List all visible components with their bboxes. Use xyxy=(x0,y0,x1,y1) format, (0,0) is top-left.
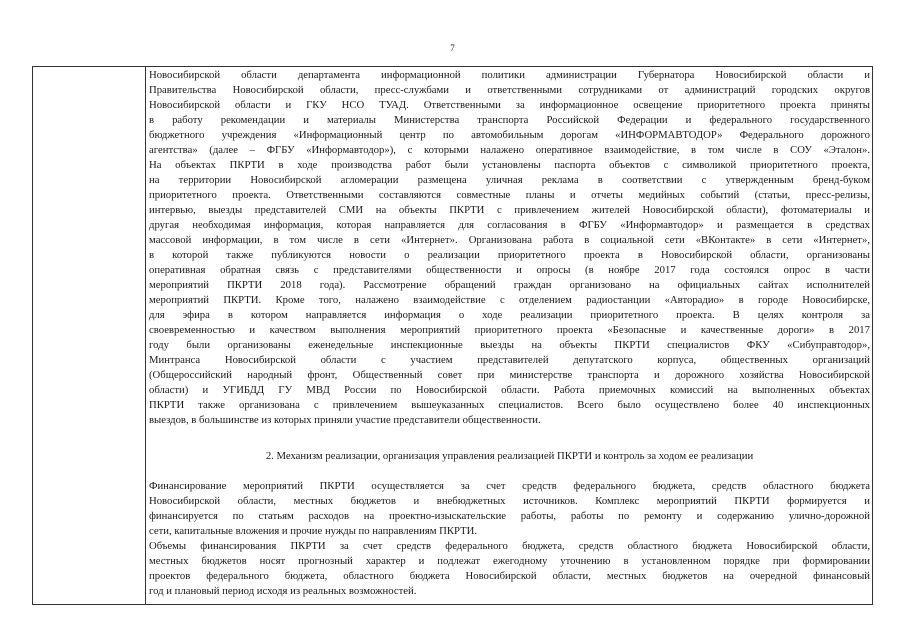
text-line: местных бюджетов носят прогнозный характер и подлежат ежегодному уточнению в установленном порядке при формировании xyxy=(149,555,870,567)
text-line: массовой информации, в том числе в сети «Интернет». Организована работа в социальной сети «ВКонтакте» в сети «Интернет», xyxy=(149,234,870,246)
text-line: Финансирование мероприятий ПКРТИ осуществляется за счет средств федерального бюджета, средств областного бюджета xyxy=(149,480,870,492)
text-line: оперативная обратная связь с представителями общественности и опросы (в ноябре 2017 года состоялся опрос в части xyxy=(149,264,870,276)
text-line: в которой также публикуются новости о реализации приоритетного проекта в Новосибирской области, организованы xyxy=(149,249,870,261)
text-line: году были организованы еженедельные инспекционные выезды на объекты ПКРТИ специалистов ФКУ «Сибуправтодор», xyxy=(149,339,870,351)
text-line: интервью, выезды представителей СМИ на объекты ПКРТИ с привлечением жителей Новосибирской области), фотоматериалы и xyxy=(149,204,870,216)
text-line: На объектах ПКРТИ в ходе производства работ были установлены паспорта объектов с символикой приоритетного проекта, xyxy=(149,159,870,171)
text-line: Минтранса Новосибирской области с участием представителей депутатского корпуса, общественных организаций xyxy=(149,354,870,366)
text-line: Новосибирской области, местных бюджетов и внебюджетных источников. Комплекс мероприятий ПКРТИ формируется и xyxy=(149,495,870,507)
table-content-cell xyxy=(146,67,872,604)
text-line: Новосибирской области департамента информационной политики администрации Губернатора Новосибирской области и xyxy=(149,69,870,81)
text-line: (Общероссийский народный фронт, Общественный совет при министерстве транспорта и дорожного хозяйства Новосибирской xyxy=(149,369,870,381)
page-number: 7 xyxy=(450,43,455,53)
text-line: своевременностью и качеством выполнения мероприятий приоритетного проекта «Безопасные и качественные дороги» в 2017 xyxy=(149,324,870,336)
text-line: год и плановый период исходя из реальных возможностей. xyxy=(149,585,417,597)
text-line: финансируется по статьям расходов на проектно-изыскательские работы, работы по ремонту и содержанию улично-дорожной xyxy=(149,510,870,522)
text-line: ПКРТИ также организована с привлечением вышеуказанных специалистов. Всего было осуществлено более 40 инспекционных xyxy=(149,399,870,411)
document-table xyxy=(32,66,873,605)
text-line: для эфира в котором направляется информация о ходе реализации приоритетного проекта. В целях контроля за xyxy=(149,309,870,321)
text-line: Объемы финансирования ПКРТИ за счет средств федерального бюджета, средств областного бюджета Новосибирской области, xyxy=(149,540,870,552)
text-line: агентства» (далее – ФГБУ «Информавтодор»), с которыми налажено оперативное взаимодействие, в том числе в СОУ «Эталон». xyxy=(149,144,870,156)
text-line: сети, капитальные вложения и прочие нужды по направлениям ПКРТИ. xyxy=(149,525,478,537)
text-line: в работу рекомендации и материалы Министерства транспорта Российской Федерации и федерального государственного xyxy=(149,114,870,126)
text-line: мероприятий ПКРТИ. Кроме того, налажено взаимодействие с отделением радиостанции «Авторадио» в городе Новосибирске, xyxy=(149,294,870,306)
text-line: другая необходимая информация, которая направляется для согласования в ФГБУ «Информавтодор» и размещается в средствах xyxy=(149,219,870,231)
section-heading: 2. Механизм реализации, организация управления реализацией ПКРТИ и контроль за ходом ее реализации xyxy=(265,450,754,462)
table-left-cell xyxy=(33,67,146,604)
text-line: проектов федерального бюджета, областного бюджета Новосибирской области, местных бюджетов на очередной финансовый xyxy=(149,570,870,582)
text-line: мероприятий ПКРТИ 2018 года). Рассмотрение обращений граждан организовано на официальных сайтах исполнителей xyxy=(149,279,870,291)
text-line: на территории Новосибирской агломерации размещена уличная реклама в соответствии с утвержденным бренд-буком xyxy=(149,174,870,186)
text-line: Новосибирской области и ГКУ НСО ТУАД. Ответственными за информационное освещение приоритетного проекта приняты xyxy=(149,99,870,111)
text-line: бюджетного учреждения «Информационный центр по автомобильным дорогам «ИНФОРМАВТОДОР» Федерального дорожного xyxy=(149,129,870,141)
text-line: Правительства Новосибирской области, пресс-службами и ответственными сотрудниками от администраций городских округов xyxy=(149,84,870,96)
text-line: приоритетного проекта. Ответственными составляются совместные планы и отчеты медийных событий (статьи, пресс-релизы, xyxy=(149,189,870,201)
text-line: выездов, в большинстве из которых приняли участие представители общественности. xyxy=(149,414,541,426)
text-line: области) и УГИБДД ГУ МВД России по Новосибирской области. Работа приемочных комиссий на выполненных объектах xyxy=(149,384,870,396)
